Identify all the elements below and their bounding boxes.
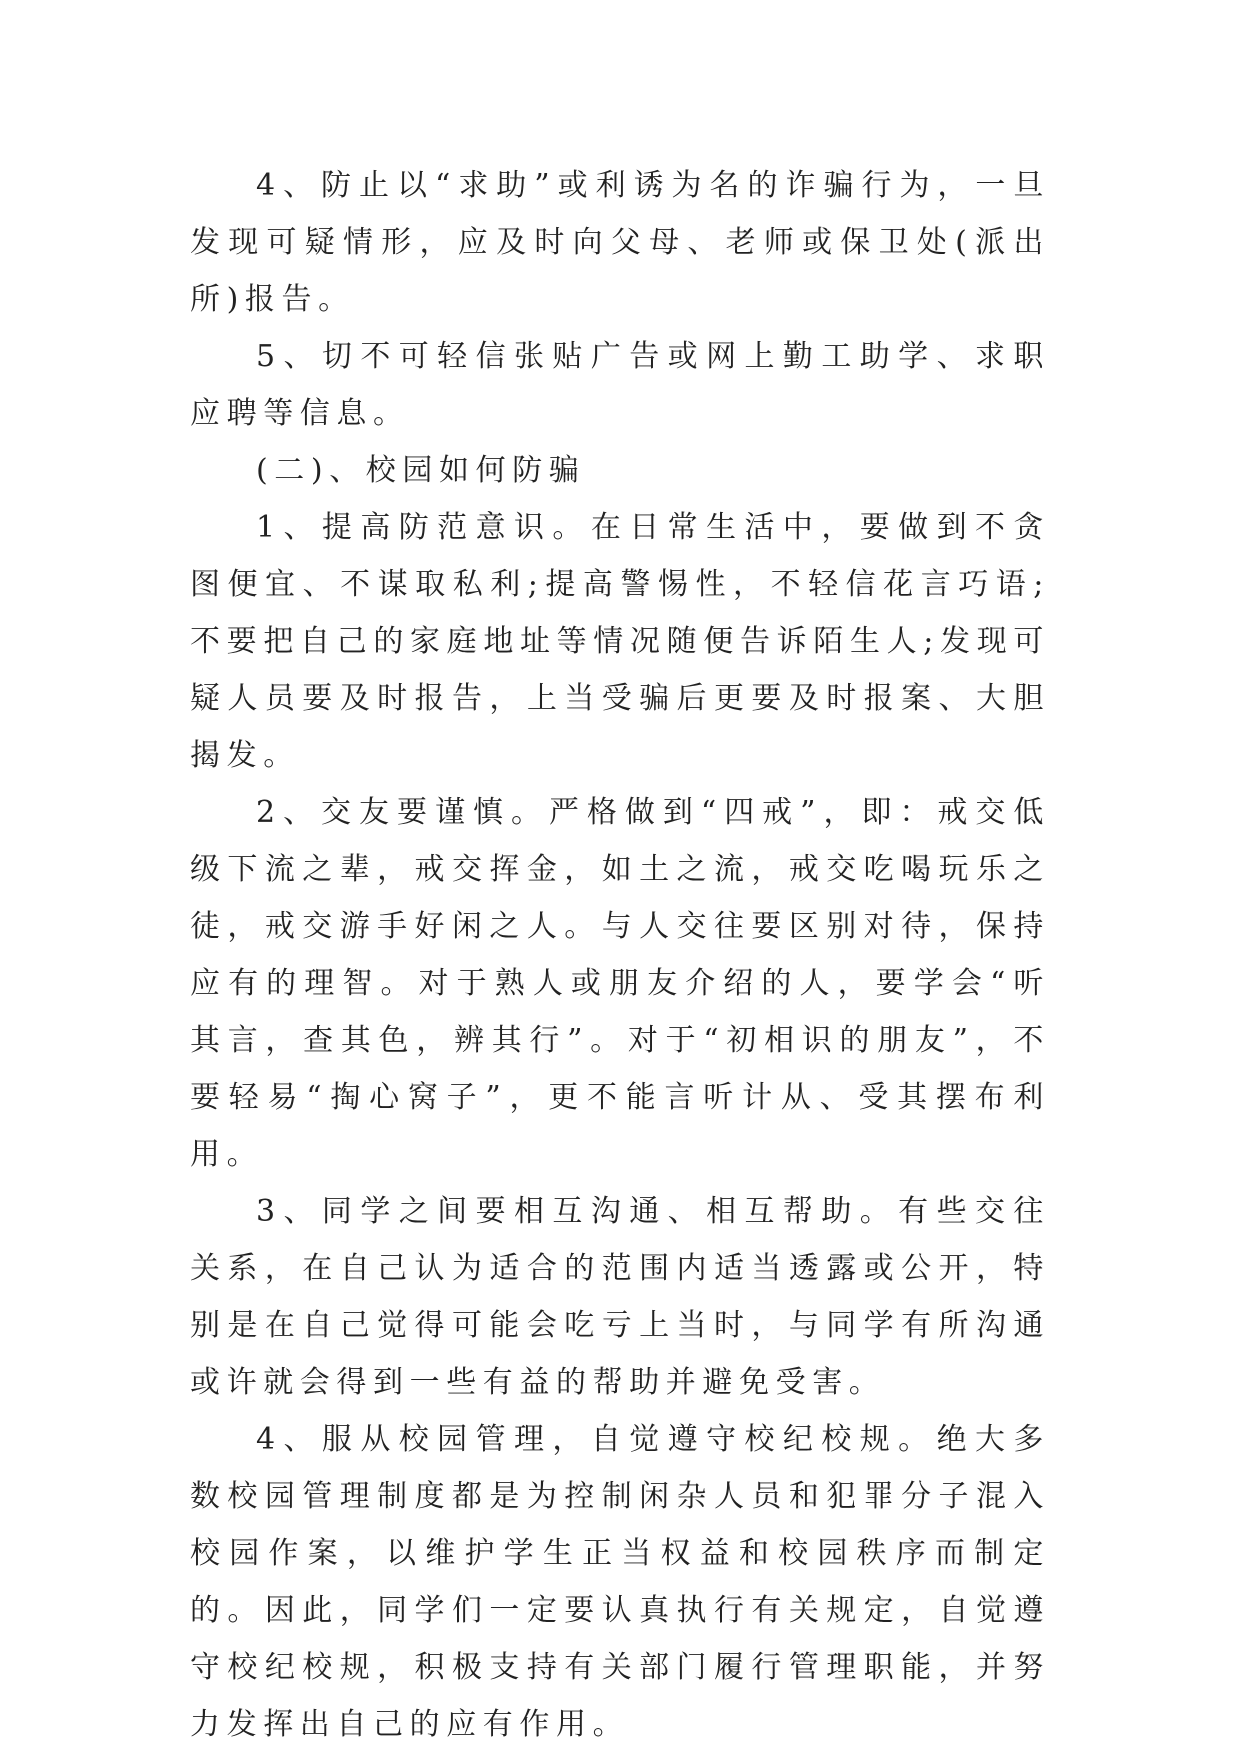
- section-heading-campus-fraud-prevention: (二)、校园如何防骗: [256, 453, 586, 488]
- paragraph-careful-friendship: 2、交友要谨慎。严格做到“四戒”，即：戒交低级下流之辈，戒交挥金，如土之流，戒交吃喝玩乐之徒，戒交游手好闲之人。与人交往要区别对待，保持应有的理智。对于熟人或朋友介绍的人，要学会“听其言，查其色，辨其行”。对于“初相识的朋友”，不要轻易“掏心窝子”，更不能言听计从、受其摆布利用。: [190, 795, 1050, 1172]
- paragraph-raise-awareness: 1、提高防范意识。在日常生活中，要做到不贪图便宜、不谋取私利;提高警惕性，不轻信花言巧语;不要把自己的家庭地址等情况随便告诉陌生人;发现可疑人员要及时报告，上当受骗后更要及时报案、大胆揭发。: [190, 510, 1050, 773]
- document-page: [190, 157, 1050, 1753]
- paragraph-prevent-fraud-requests: 4、防止以“求助”或利诱为名的诈骗行为，一旦发现可疑情形，应及时向父母、老师或保卫处(派出所)报告。: [190, 168, 1050, 317]
- paragraph-job-ads-warning: 5、切不可轻信张贴广告或网上勤工助学、求职应聘等信息。: [190, 339, 1050, 431]
- paragraph-mutual-help: 3、同学之间要相互沟通、相互帮助。有些交往关系，在自己认为适合的范围内适当透露或公开，特别是在自己觉得可能会吃亏上当时，与同学有所沟通或许就会得到一些有益的帮助并避免受害。: [190, 1194, 1050, 1400]
- paragraph-obey-campus-rules: 4、服从校园管理，自觉遵守校纪校规。绝大多数校园管理制度都是为控制闲杂人员和犯罪分子混入校园作案，以维护学生正当权益和校园秩序而制定的。因此，同学们一定要认真执行有关规定，自觉遵守校纪校规，积极支持有关部门履行管理职能，并努力发挥出自己的应有作用。: [190, 1422, 1050, 1742]
